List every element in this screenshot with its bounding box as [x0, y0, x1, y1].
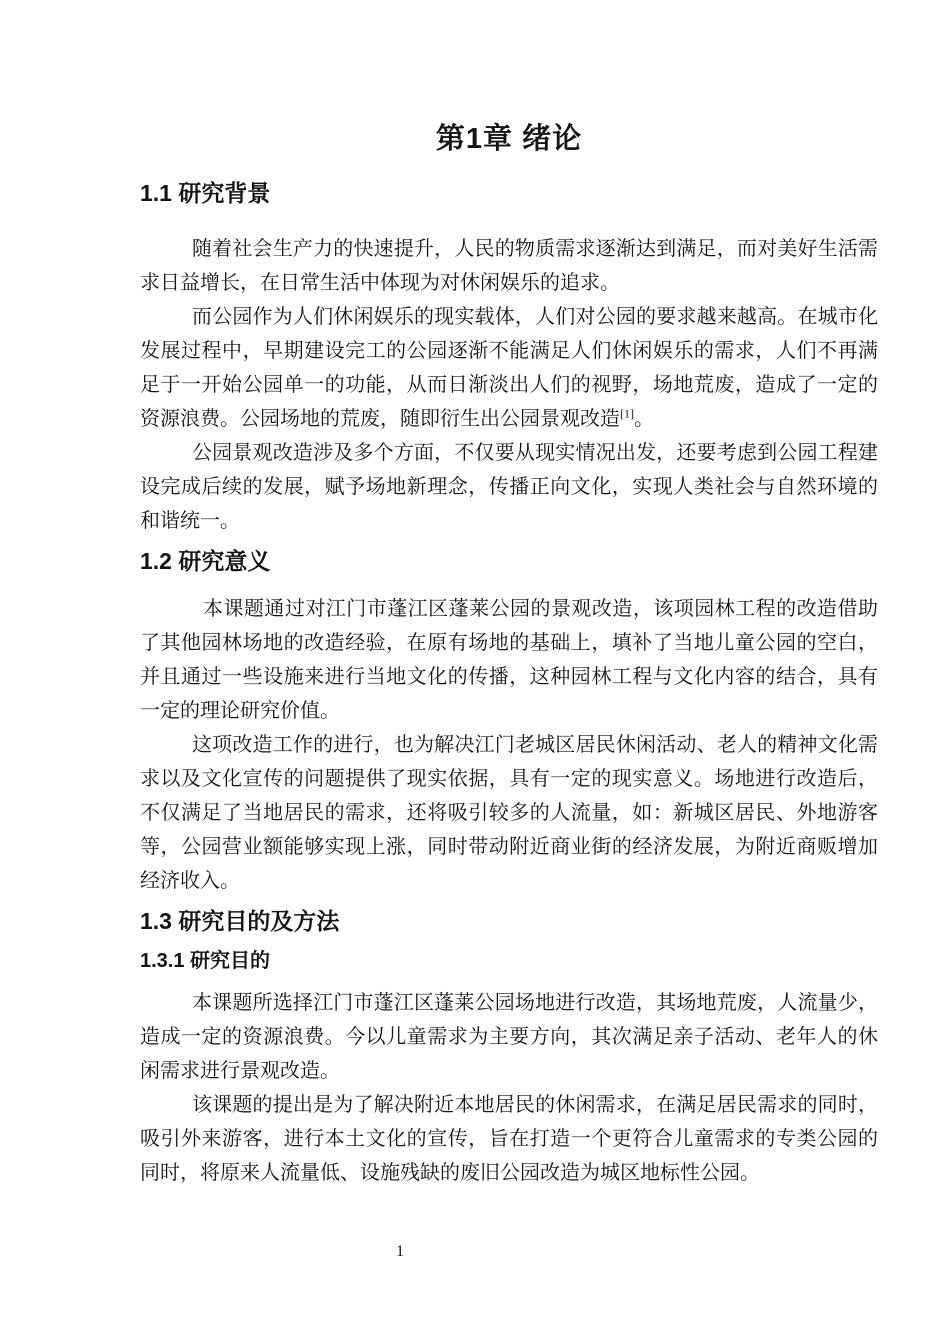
section-1-2-heading: 1.2 研究意义: [140, 548, 271, 574]
paragraph-text: 而公园作为人们休闲娱乐的现实载体，人们对公园的要求越来越高。在城市化发展过程中，早期建设完工的公园逐渐不能满足人们休闲娱乐的需求，人们不再满足于一开始公园单一的功能，从而日渐淡出人们的视野，场地荒废，造成了一定的资源浪费。公园场地的荒废，随即衍生出公园景观改造: [140, 306, 878, 430]
paragraph-research-significance-1: 本课题通过对江门市蓬江区蓬莱公园的景观改造，该项园林工程的改造借助了其他园林场地的改造经验，在原有场地的基础上，填补了当地儿童公园的空白，并且通过一些设施来进行当地文化的传播，这种园林工程与文化内容的结合，具有一定的理论研究价值。: [140, 598, 878, 722]
paragraph-research-significance-2: 这项改造工作的进行，也为解决江门老城区居民休闲活动、老人的精神文化需求以及文化宣传的问题提供了现实依据，具有一定的现实意义。场地进行改造后，不仅满足了当地居民的需求，还将吸引较多的人流量，如：新城区居民、外地游客等，公园营业额能够实现上涨，同时带动附近商业街的经济发展，为附近商贩增加经济收入。: [140, 734, 878, 892]
paragraph-research-background-2: [140, 300, 878, 436]
paragraph-research-background-3: 公园景观改造涉及多个方面，不仅要从现实情况出发，还要考虑到公园工程建设完成后续的发展，赋予场地新理念，传播正向文化，实现人类社会与自然环境的和谐统一。: [140, 442, 878, 532]
paragraph-research-purpose-1: 本课题所选择江门市蓬江区蓬莱公园场地进行改造，其场地荒废，人流量少，造成一定的资源浪费。今以儿童需求为主要方向，其次满足亲子活动、老年人的休闲需求进行景观改造。: [140, 992, 878, 1082]
chapter-title: 第1章 绪论: [435, 123, 583, 155]
citation-reference-1: [1]: [620, 406, 634, 421]
paragraph-text-after-citation: 。: [634, 408, 654, 430]
subsection-1-3-1-heading: 1.3.1 研究目的: [140, 950, 271, 972]
section-1-1-heading: 1.1 研究背景: [140, 180, 271, 206]
section-1-3-heading: 1.3 研究目的及方法: [140, 908, 340, 934]
paragraph-research-background-1: 随着社会生产力的快速提升，人民的物质需求逐渐达到满足，而对美好生活需求日益增长，在日常生活中体现为对休闲娱乐的追求。: [140, 238, 878, 294]
page-number: 1: [396, 1243, 404, 1260]
paragraph-research-purpose-2: 该课题的提出是为了解决附近本地居民的休闲需求，在满足居民需求的同时，吸引外来游客，进行本土文化的宣传，旨在打造一个更符合儿童需求的专类公园的同时，将原来人流量低、设施残缺的废旧公园改造为城区地标性公园。: [140, 1094, 878, 1184]
